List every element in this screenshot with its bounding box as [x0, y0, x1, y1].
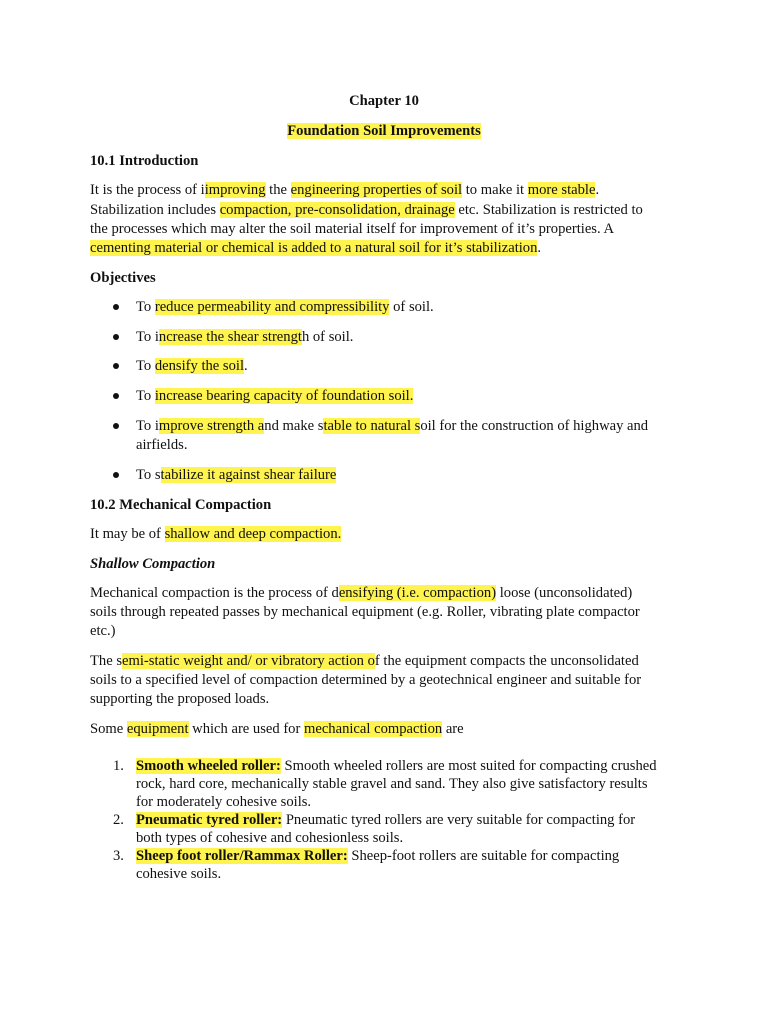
paragraph-line: [90, 584, 632, 603]
list-item-continuation: both types of cohesive and cohesionless soils.: [136, 830, 404, 846]
text-run: oil for the construction of highway and: [420, 418, 649, 434]
paragraph-line: soils to a specified level of compaction determined by a geotechnical engineer and suitable for: [90, 672, 642, 688]
paragraph-line: soils through repeated passes by mechanical equipment (e.g. Roller, vibrating plate compactor: [90, 604, 640, 620]
list-item: [136, 811, 635, 830]
chapter-title: [0, 122, 768, 141]
text-run: To s: [136, 467, 161, 483]
text-run: The s: [90, 653, 123, 669]
highlighted-text: reduce permeability and compressibility: [154, 299, 390, 315]
text-run: It is the process of i: [90, 182, 205, 198]
text-run: nd make s: [264, 418, 324, 434]
highlighted-text: tabilize it against shear failure: [160, 467, 337, 483]
bullet-icon: [113, 363, 119, 369]
paragraph-line: [90, 201, 643, 220]
highlighted-text: increase bearing capacity of foundation soil.: [154, 388, 414, 404]
objective-item: [136, 466, 336, 485]
highlighted-text: mprove strength a: [158, 418, 265, 434]
text-run: To: [136, 358, 155, 374]
paragraph-line: [90, 652, 639, 671]
text-run: h of soil.: [301, 329, 354, 345]
text-run: Some: [90, 721, 127, 737]
list-number: 3.: [113, 848, 124, 864]
highlighted-text: ensifying (i.e. compaction): [338, 585, 497, 601]
section-heading-mechanical-compaction: 10.2 Mechanical Compaction: [90, 497, 272, 513]
list-number: 1.: [113, 758, 124, 774]
bullet-icon: [113, 423, 119, 429]
list-number: 2.: [113, 812, 124, 828]
highlighted-text: compaction, pre-consolidation, drainage: [219, 202, 455, 218]
text-run: .: [244, 358, 248, 374]
list-item-continuation: for moderately cohesive soils.: [136, 794, 312, 810]
text-run: To i: [136, 418, 159, 434]
objective-item: [136, 298, 434, 317]
text-run: It may be of: [90, 526, 165, 542]
highlighted-text: table to natural s: [323, 418, 421, 434]
text-run: Pneumatic tyred rollers are very suitable for compacting for: [282, 812, 636, 828]
highlighted-text: Smooth wheeled roller:: [136, 758, 281, 774]
highlighted-text: Pneumatic tyred roller:: [136, 812, 283, 828]
list-item: [136, 757, 657, 776]
chapter-number: Chapter 10: [349, 93, 419, 109]
list-item-continuation: cohesive soils.: [136, 866, 222, 882]
highlighted-text: emi-static weight and/ or vibratory action o: [122, 653, 375, 669]
section-heading-introduction: 10.1 Introduction: [90, 153, 199, 169]
highlighted-text: improving: [204, 182, 266, 198]
list-item: [136, 847, 619, 866]
text-run: the: [265, 182, 291, 198]
highlighted-text: engineering properties of soil: [290, 182, 463, 198]
paragraph-line: the processes which may alter the soil material itself for improvement of it’s properties. A: [90, 221, 615, 237]
highlighted-text: Sheep foot roller/Rammax Roller:: [136, 848, 348, 864]
text-run: which are used for: [188, 721, 304, 737]
highlighted-text: more stable: [527, 182, 596, 198]
paragraph-line: etc.): [90, 623, 116, 639]
subheading-shallow-compaction: Shallow Compaction: [90, 556, 216, 572]
highlighted-text: ncrease the shear strengt: [158, 329, 302, 345]
text-run: To: [136, 299, 155, 315]
highlighted-text: shallow and deep compaction.: [164, 526, 342, 542]
bullet-icon: [113, 472, 119, 478]
paragraph-line: supporting the proposed loads.: [90, 691, 270, 707]
objective-item: [136, 417, 648, 436]
paragraph-line: [90, 525, 341, 544]
text-run: to make it: [462, 182, 528, 198]
objective-item: [136, 387, 413, 406]
paragraph-line: [90, 239, 541, 258]
bullet-icon: [113, 393, 119, 399]
text-run: etc. Stabilization is restricted to: [454, 202, 643, 218]
text-run: Stabilization includes: [90, 202, 220, 218]
text-run: of soil.: [389, 299, 434, 315]
text-run: loose (unconsolidated): [496, 585, 633, 601]
text-run: .: [595, 182, 600, 198]
bullet-icon: [113, 334, 119, 340]
highlighted-text: mechanical compaction: [304, 721, 443, 737]
highlighted-text: cementing material or chemical is added to a natural soil for it’s stabilization: [90, 240, 538, 256]
objective-item: [136, 357, 248, 376]
text-run: are: [442, 721, 464, 737]
text-run: f the equipment compacts the unconsolidated: [374, 653, 639, 669]
text-run: To i: [136, 329, 159, 345]
text-run: .: [537, 240, 542, 256]
objective-item: [136, 328, 353, 347]
bullet-icon: [113, 304, 119, 310]
paragraph-line: [90, 181, 599, 200]
text-run: Mechanical compaction is the process of d: [90, 585, 339, 601]
text-run: Smooth wheeled rollers are most suited for compacting crushed: [280, 758, 657, 774]
highlighted-text: densify the soil: [154, 358, 245, 374]
highlighted-text: equipment: [126, 721, 189, 737]
paragraph-line: [90, 720, 464, 739]
objectives-heading: Objectives: [90, 270, 156, 286]
objective-item-continuation: airfields.: [136, 437, 188, 453]
text-run: To: [136, 388, 155, 404]
highlighted-text: Foundation Soil Improvements: [287, 123, 481, 139]
list-item-continuation: rock, hard core, mechanically stable gravel and sand. They also give satisfactory results: [136, 776, 648, 792]
text-run: Sheep-foot rollers are suitable for compacting: [347, 848, 620, 864]
